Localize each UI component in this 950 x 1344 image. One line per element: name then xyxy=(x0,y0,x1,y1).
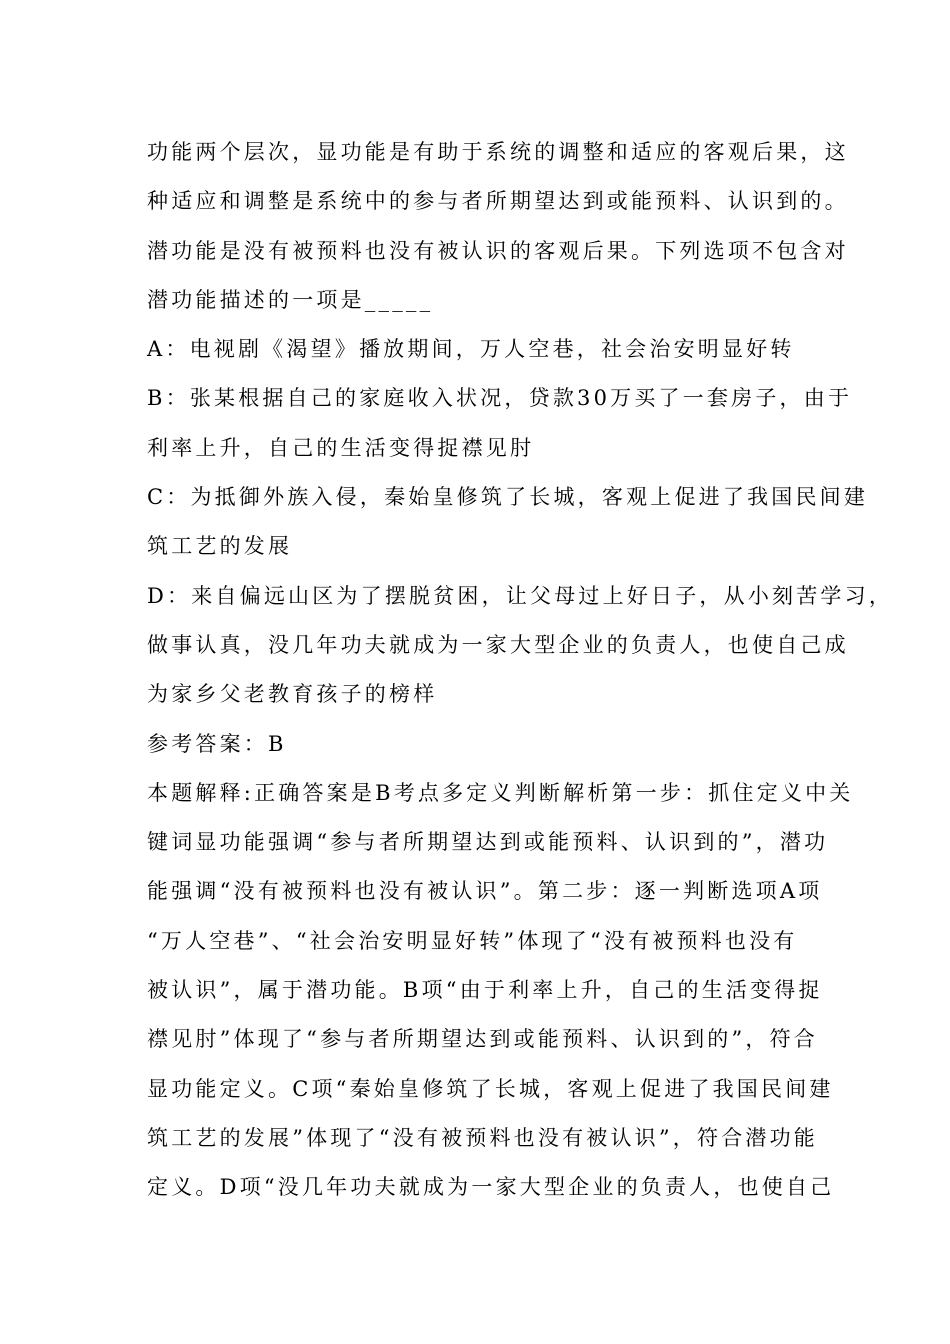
document-body xyxy=(147,128,894,1213)
reference-answer: 参考答案：B xyxy=(147,731,287,756)
explanation-line-1: 本题解释:正确答案是B考点多定义判断解析第一步：抓住定义中关 xyxy=(147,780,854,805)
explanation-line-5: 被认识”，属于潜功能。B项“由于利率上升，自己的生活变得捉 xyxy=(147,978,823,1003)
explanation-line-2: 键词显功能强调“参与者所期望达到或能预料、认识到的”，潜功 xyxy=(147,830,829,855)
question-text-line-1: 功能两个层次，显功能是有助于系统的调整和适应的客观后果，这 xyxy=(147,140,849,164)
option-c-line-1: C：为抵御外族入侵，秦始皇修筑了长城，客观上促进了我国民间建 xyxy=(147,485,869,510)
explanation-line-6: 襟见肘”体现了“参与者所期望达到或能预料、认识到的”，符合 xyxy=(147,1027,819,1052)
question-text-line-4: 潜功能描述的一项是_____ xyxy=(147,287,434,312)
explanation-line-3: 能强调“没有被预料也没有被认识”。第二步：逐一判断选项A项 xyxy=(147,879,823,904)
option-d-line-3: 为家乡父老教育孩子的榜样 xyxy=(147,682,438,707)
option-b-line-2: 利率上升，自己的生活变得捉襟见肘 xyxy=(147,435,535,460)
option-b-line-1: B：张某根据自己的家庭收入状况，贷款30万买了一套房子，由于 xyxy=(147,386,853,411)
option-d-line-2: 做事认真，没几年功夫就成为一家大型企业的负责人，也使自己成 xyxy=(147,632,849,657)
explanation-line-4: “万人空巷”、“社会治安明显好转”体现了“没有被预料也没有 xyxy=(147,928,798,953)
explanation-line-9: 定义。D项“没几年功夫就成为一家大型企业的负责人，也使自己 xyxy=(147,1175,835,1200)
option-d-line-1: D：来自偏远山区为了摆脱贫困，让父母过上好日子，从小刻苦学习， xyxy=(147,583,894,608)
question-text-line-2: 种适应和调整是系统中的参与者所期望达到或能预料、认识到的。 xyxy=(147,189,849,214)
option-c-line-2: 筑工艺的发展 xyxy=(147,534,293,559)
explanation-line-8: 筑工艺的发展”体现了“没有被预料也没有被认识”，符合潜功能 xyxy=(147,1125,819,1150)
explanation-line-7: 显功能定义。C项“秦始皇修筑了长城，客观上促进了我国民间建 xyxy=(147,1076,834,1101)
question-text-line-3: 潜功能是没有被预料也没有被认识的客观后果。下列选项不包含对 xyxy=(147,238,849,263)
option-a: A：电视剧《渴望》播放期间，万人空巷，社会治安明显好转 xyxy=(147,337,795,362)
